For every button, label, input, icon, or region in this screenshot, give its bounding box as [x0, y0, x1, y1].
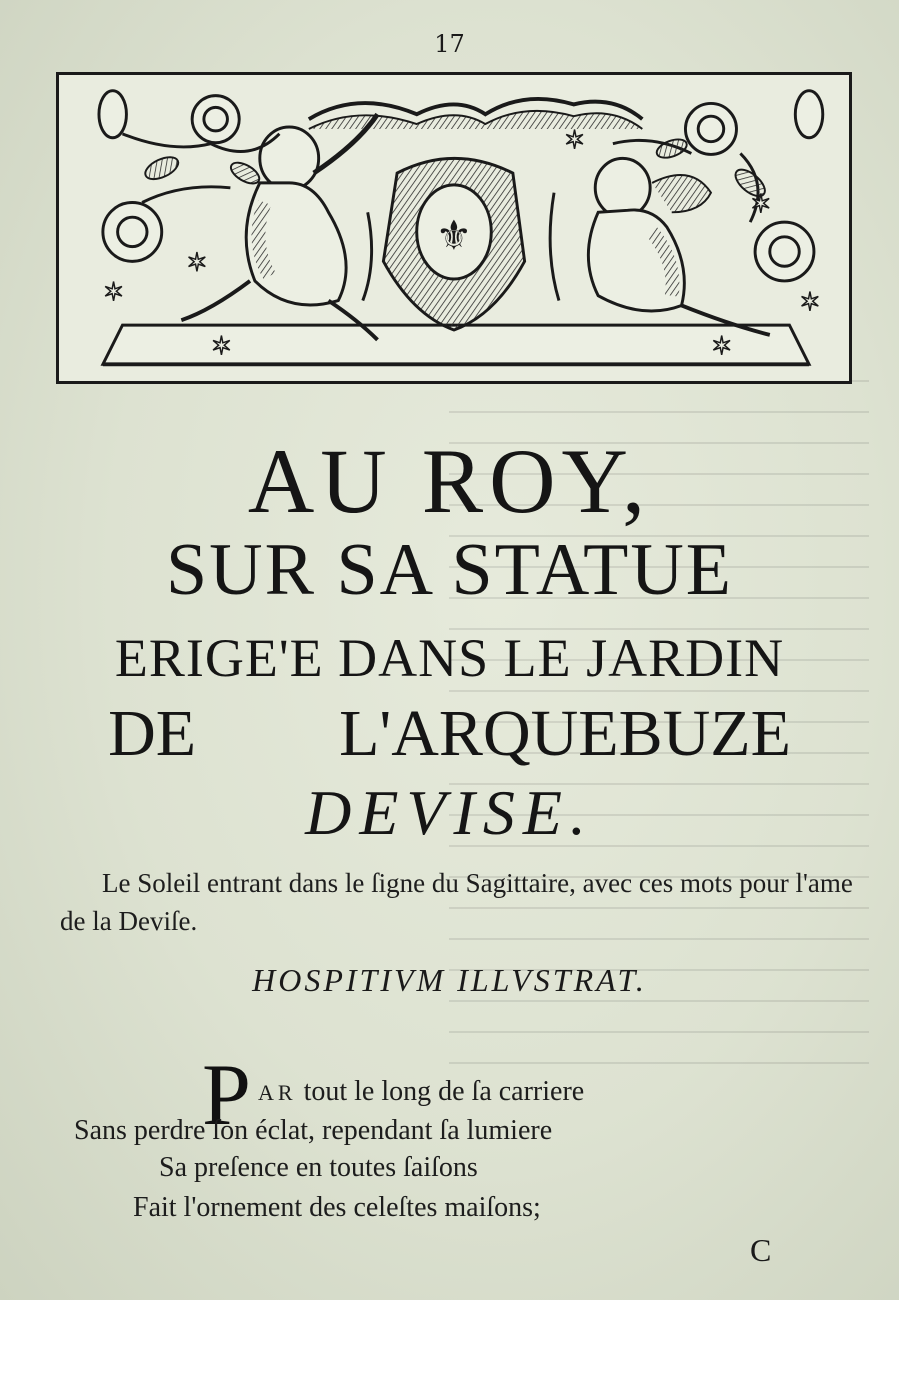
svg-text:✶: ✶	[710, 331, 733, 362]
description-paragraph: Le Soleil entrant dans le ſigne du Sagittaire, avec ces mots pour l'ame de la Deviſe.	[60, 868, 853, 936]
svg-text:✶: ✶	[750, 189, 772, 220]
page-number: 17	[434, 30, 465, 58]
svg-text:✶: ✶	[563, 125, 586, 156]
verse-line-1-smallcaps: AR	[258, 1080, 297, 1105]
svg-text:⚜: ⚜	[435, 211, 473, 260]
verse-line-1	[258, 1076, 858, 1108]
verse-line-1-text: tout le long de ſa carriere	[296, 1076, 585, 1107]
title-line-4	[0, 696, 899, 772]
verse-line-4: Fait l'ornement des celeſtes maiſons;	[133, 1192, 541, 1223]
title-line-3: ERIGE'E DANS LE JARDIN	[114, 628, 785, 688]
title-line-4-arquebuze: L'ARQUEBUZE	[339, 697, 791, 770]
svg-text:✶: ✶	[186, 248, 208, 279]
svg-text:✶: ✶	[102, 277, 125, 308]
svg-text:✶: ✶	[799, 287, 821, 318]
title-line-2: SUR SA STATUE	[166, 529, 733, 611]
woodcut-headpiece	[56, 72, 852, 384]
title-line-1: AU ROY,	[247, 430, 652, 532]
verse-line-2: Sans perdre ſon éclat, rependant ſa lumiere	[74, 1115, 553, 1146]
catchword: C	[750, 1232, 772, 1268]
devise-heading: DEVISE.	[305, 777, 594, 848]
svg-text:✶: ✶	[210, 331, 233, 362]
latin-motto: HOSPITIVM ILLVSTRAT.	[252, 962, 647, 998]
verse-line-3: Sa preſence en toutes ſaiſons	[159, 1152, 478, 1183]
title-line-4-de: DE	[108, 697, 197, 770]
drop-capital: P	[202, 1047, 251, 1144]
